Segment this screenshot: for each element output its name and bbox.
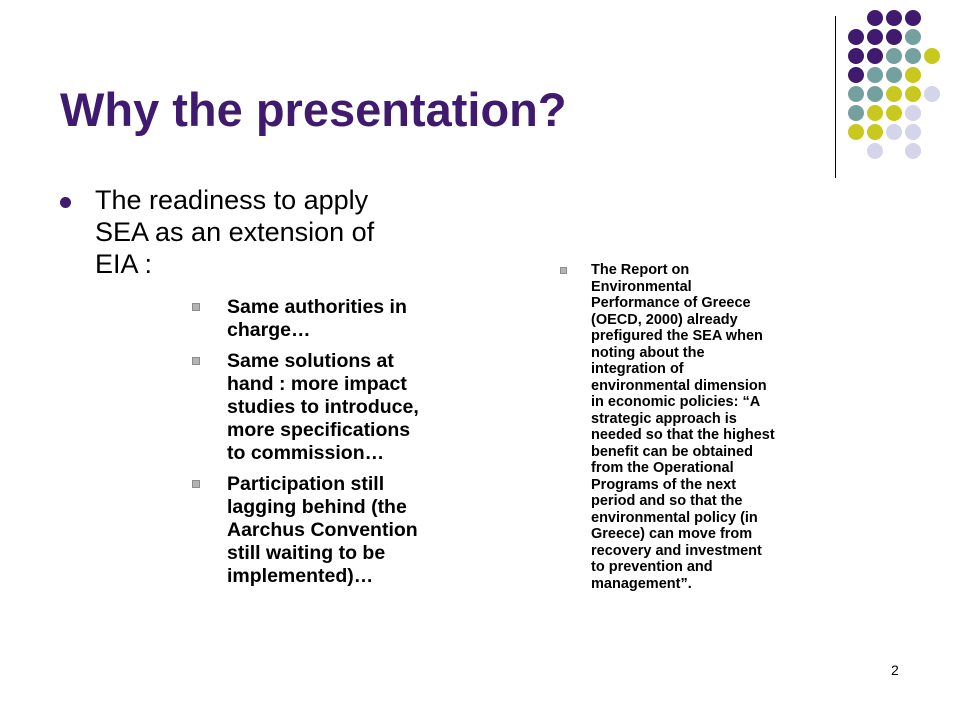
decorative-dot — [905, 10, 921, 26]
sub-bullet-item — [192, 350, 482, 465]
decorative-dot — [924, 86, 940, 102]
decorative-dot — [886, 67, 902, 83]
sub-bullet-text: Participation still lagging behind (the Aarchus Convention still waiting to be implemented)… — [227, 473, 418, 587]
divider-line — [835, 16, 836, 178]
decorative-dot — [886, 29, 902, 45]
square-bullet-icon — [192, 357, 200, 365]
right-bullet-item — [560, 262, 830, 592]
sub-bullet-list — [192, 296, 482, 596]
decorative-dot — [848, 29, 864, 45]
decorative-dot — [905, 67, 921, 83]
square-bullet-icon — [192, 303, 200, 311]
decorative-dot — [867, 124, 883, 140]
decorative-dot — [867, 10, 883, 26]
main-bullet-text: The readiness to apply SEA as an extension of EIA : — [95, 185, 375, 279]
page-number: 2 — [891, 662, 899, 678]
decorative-dot — [924, 48, 940, 64]
decorative-dot — [867, 67, 883, 83]
decorative-dot — [905, 29, 921, 45]
right-bullet-text: The Report on Environmental Performance of Greece (OECD, 2000) already prefigured the SEA when noting about the integration of environmental dimension in economic policies: “A strategic approach is needed so that the highest benefit can be obtained from the Operational Programs of the next period and so that the environmental policy (in Greece) can move from recovery and investment to prevention and management”. — [591, 262, 775, 592]
decorative-dot — [905, 124, 921, 140]
decorative-dot — [848, 105, 864, 121]
decorative-dot — [905, 105, 921, 121]
round-bullet-icon — [60, 197, 71, 208]
decorative-dot — [905, 143, 921, 159]
main-bullet-item — [60, 184, 450, 280]
sub-bullet-text: Same solutions at hand : more impact studies to introduce, more specifications to commission… — [227, 350, 419, 464]
decorative-dot — [886, 48, 902, 64]
decorative-dot — [905, 48, 921, 64]
square-bullet-icon — [560, 267, 567, 274]
decorative-dot — [867, 29, 883, 45]
decorative-dot — [867, 105, 883, 121]
decorative-dot — [886, 105, 902, 121]
decorative-dot — [905, 86, 921, 102]
decorative-dot — [867, 143, 883, 159]
decorative-dot — [848, 48, 864, 64]
decorative-dot — [848, 86, 864, 102]
decorative-dot — [867, 86, 883, 102]
square-bullet-icon — [192, 480, 200, 488]
decorative-dot — [886, 10, 902, 26]
decorative-dot — [867, 48, 883, 64]
decorative-dot — [848, 67, 864, 83]
sub-bullet-item — [192, 473, 482, 588]
sub-bullet-text: Same authorities in charge… — [227, 296, 407, 341]
decorative-dot — [886, 124, 902, 140]
decorative-dot — [886, 86, 902, 102]
decorative-dot-grid — [848, 10, 948, 160]
sub-bullet-item — [192, 296, 482, 342]
slide-title: Why the presentation? — [60, 83, 567, 136]
decorative-dot — [848, 124, 864, 140]
